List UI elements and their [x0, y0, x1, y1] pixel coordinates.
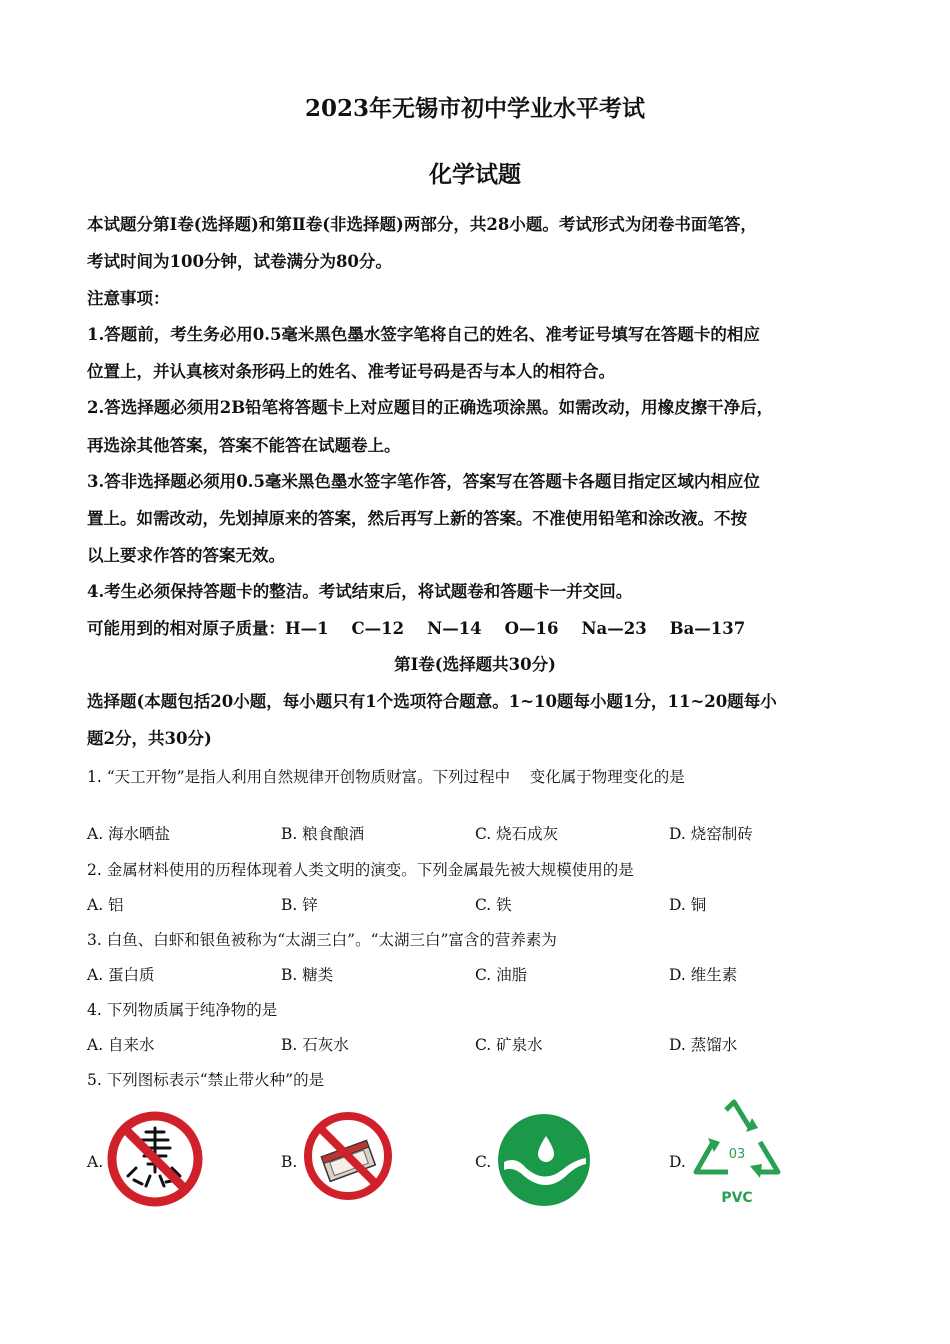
- intro-line-2: 考试时间为100分钟，试卷满分为80分。: [87, 252, 392, 271]
- question-1-stem: 1. “天工开物”是指人利用自然规律开创物质财富。下列过程中 变化属于物理变化的是: [87, 768, 685, 786]
- question-4-stem: 4. 下列物质属于纯净物的是: [87, 1001, 278, 1019]
- water-saving-icon: [496, 1112, 592, 1208]
- section-1-title: 第Ⅰ卷(选择题共30分): [394, 655, 556, 674]
- q1-option-d: D. 烧窑制砖: [669, 825, 753, 843]
- q4-option-c: C. 矿泉水: [475, 1036, 543, 1054]
- note-3-line-a: 3.答非选择题必须用0.5毫米黑色墨水签字笔作答，答案写在答题卡各题目指定区域内相应位: [87, 472, 760, 491]
- q1-option-a: A. 海水晒盐: [87, 825, 171, 843]
- q5-option-c: C.: [475, 1153, 492, 1171]
- q5-option-b: B.: [281, 1153, 298, 1171]
- section-1-desc-b: 题2分，共30分): [87, 729, 212, 748]
- question-2-stem: 2. 金属材料使用的历程体现着人类文明的演变。下列金属最先被大规模使用的是: [87, 861, 634, 879]
- q5-option-d: D.: [669, 1153, 686, 1171]
- intro-line-1: 本试题分第Ⅰ卷(选择题)和第Ⅱ卷(非选择题)两部分，共28小题。考试形式为闭卷书面笔答，: [87, 215, 757, 234]
- note-1-line-b: 位置上，并认真核对条形码上的姓名、准考证号码是否与本人的相符合。: [87, 362, 615, 381]
- note-2-line-b: 再选涂其他答案，答案不能答在试题卷上。: [87, 436, 401, 455]
- q3-option-c: C. 油脂: [475, 966, 528, 984]
- q1-option-b: B. 粮食酿酒: [281, 825, 365, 843]
- atomic-masses: 可能用到的相对原子质量：H—1 C—12 N—14 O—16 Na—23 Ba—137: [87, 619, 746, 638]
- exam-subtitle: 化学试题: [429, 161, 521, 188]
- notes-heading: 注意事项：: [87, 289, 170, 308]
- no-fire-source-icon: [302, 1110, 394, 1202]
- note-3-line-c: 以上要求作答的答案无效。: [87, 546, 285, 565]
- q4-option-d: D. 蒸馏水: [669, 1036, 738, 1054]
- q2-option-c: C. 铁: [475, 896, 512, 914]
- note-3-line-b: 置上。如需改动，先划掉原来的答案，然后再写上新的答案。不准使用铅笔和涂改液。不按: [87, 509, 747, 528]
- q4-option-b: B. 石灰水: [281, 1036, 349, 1054]
- pvc-recycling-icon: [688, 1098, 786, 1210]
- recycle-label: PVC: [721, 1190, 753, 1206]
- question-3-stem: 3. 白鱼、白虾和银鱼被称为“太湖三白”。“太湖三白”富含的营养素为: [87, 931, 557, 949]
- q2-option-b: B. 锌: [281, 896, 318, 914]
- q1-option-c: C. 烧石成灰: [475, 825, 559, 843]
- q3-option-d: D. 维生素: [669, 966, 738, 984]
- note-4: 4.考生必须保持答题卡的整洁。考试结束后，将试题卷和答题卡一并交回。: [87, 582, 633, 601]
- no-firecrackers-icon: [106, 1110, 204, 1208]
- note-1-line-a: 1.答题前，考生务必用0.5毫米黑色墨水签字笔将自己的姓名、准考证号填写在答题卡的相应: [87, 325, 760, 344]
- q3-option-b: B. 糖类: [281, 966, 334, 984]
- q4-option-a: A. 自来水: [87, 1036, 155, 1054]
- q5-option-a: A.: [87, 1153, 104, 1171]
- recycle-number: 03: [728, 1147, 746, 1162]
- question-5-stem: 5. 下列图标表示“禁止带火种”的是: [87, 1071, 325, 1089]
- q2-option-a: A. 铝: [87, 896, 124, 914]
- exam-title: 2023年无锡市初中学业水平考试: [304, 95, 645, 122]
- note-2-line-a: 2.答选择题必须用2B铅笔将答题卡上对应题目的正确选项涂黑。如需改动，用橡皮擦干净后，: [87, 398, 774, 417]
- q3-option-a: A. 蛋白质: [87, 966, 155, 984]
- section-1-desc-a: 选择题(本题包括20小题，每小题只有1个选项符合题意。1~10题每小题1分，11~20题每小: [87, 692, 777, 711]
- q2-option-d: D. 铜: [669, 896, 707, 914]
